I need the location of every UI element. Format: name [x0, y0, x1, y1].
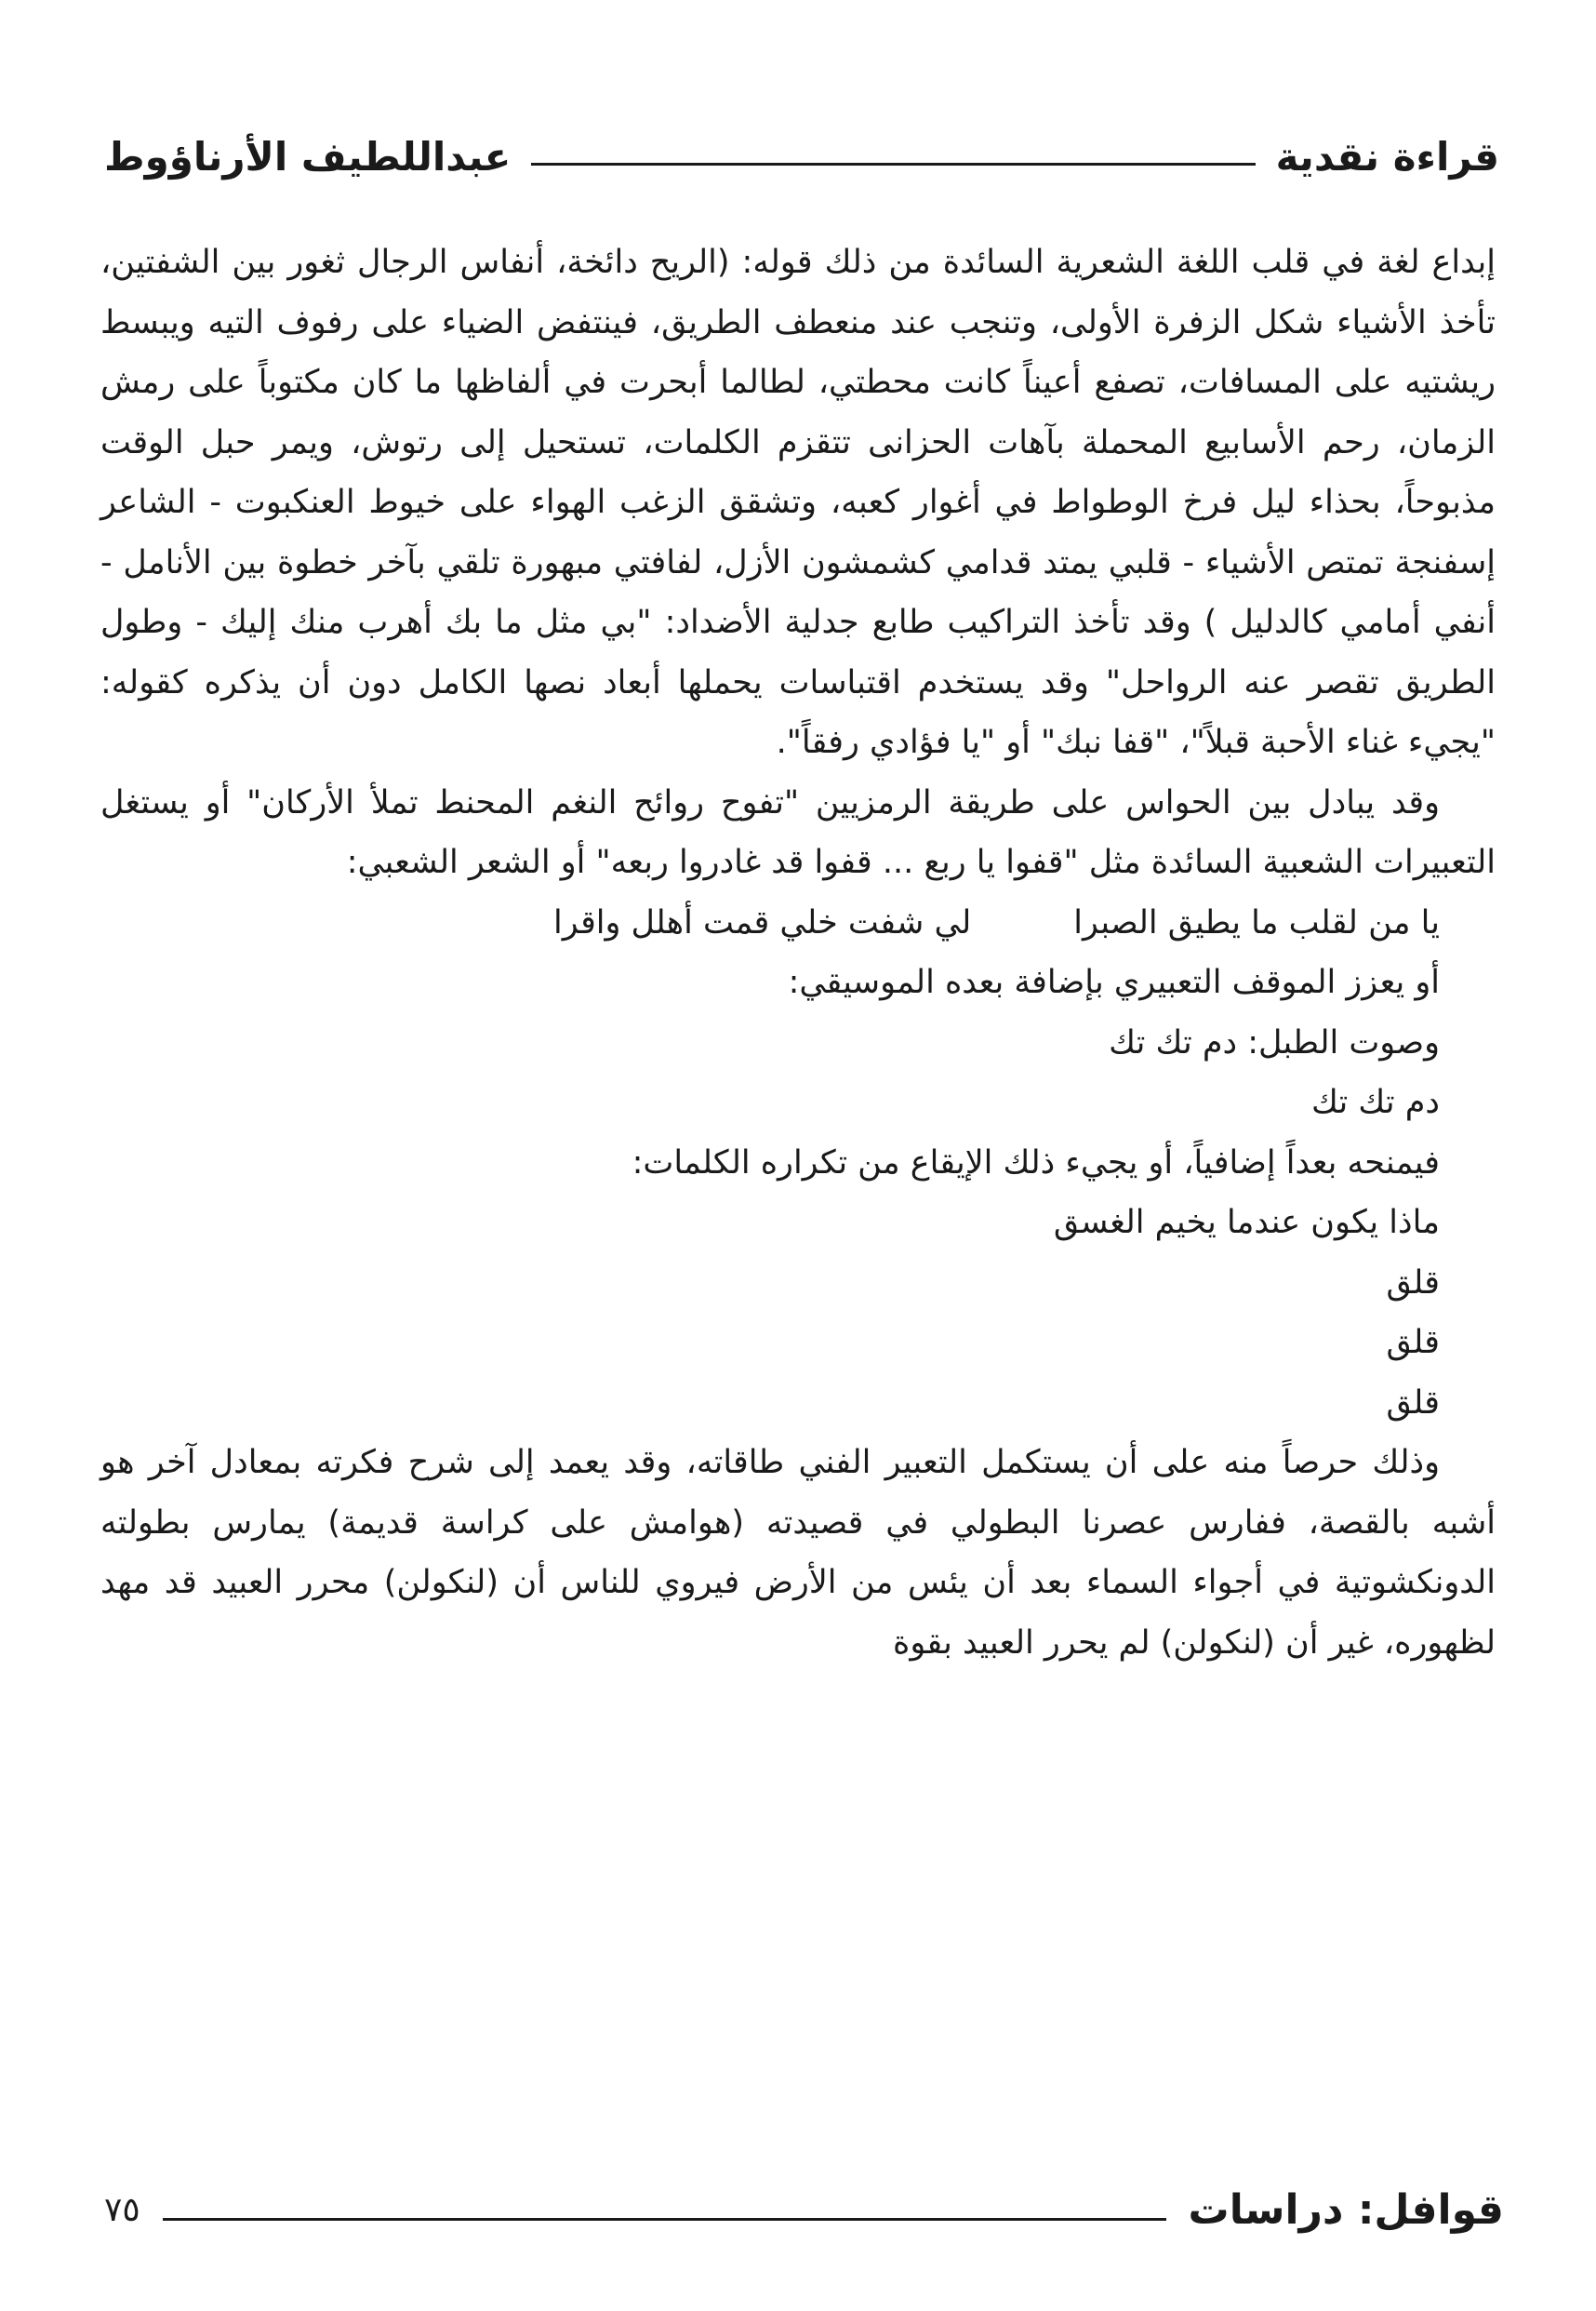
- repeated-word: قلق: [1386, 1383, 1440, 1422]
- verse-hemistich-2: لي شفت خلي قمت أهلل واقرا: [553, 903, 972, 942]
- folk-verse: [482, 893, 1440, 954]
- paragraph-1: إبداع لغة في قلب اللغة الشعرية السائدة من ذلك قوله: (الريح دائخة، أنفاس الرجال ثغور بين الشفتين، تأخذ الأشياء شكل الزفرة الأولى، وتنجب عند منعطف الطريق، فينتفض الضياء على رفوف التيه ويبسط ريشتيه على المسافات، تصفع أعيناً كانت محطتي، لطالما أبحرت في ألفاظها ما كان مكتوباً على رمش الزمان، رحم الأسابيع المحملة بآهات الحزانى تتقزم الكلمات، تستحيل إلى رتوش، ويمر حبل الوقت مذبوحاً، بحذاء ليل فرخ الوطواط في أغوار كعبه، وتشقق الزغب الهواء على خيوط العنكبوت - الشاعر إسفنجة تمتص الأشياء - قلبي يمتد قدامي كشمشون الأزل، لفافتي مبهورة تلقي بآخر خطوة بين الأنامل - أنفي أمامي كالدليل ) وقد تأخذ التراكيب طابع جدلية الأضداد: "بي مثل ما بك أهرب منك إليك - وطول الطريق تقصر عنه الرواحل" وقد يستخدم اقتباسات يحملها أبعاد نصها الكامل دون أن يذكره كقوله: "يجيء غناء الأحبة قبلاً"، "قفا نبك" أو "يا فؤادي رفقاً".: [100, 244, 1496, 761]
- line-rhythm: فيمنحه بعداً إضافياً، أو يجيء ذلك الإيقاع من تكراره الكلمات:: [632, 1143, 1440, 1182]
- repeated-word: قلق: [1386, 1324, 1440, 1361]
- page-footer: [104, 2177, 1504, 2242]
- line-drum-2: دم تك تك: [1311, 1084, 1440, 1121]
- page-number: ٧٥: [104, 2190, 140, 2229]
- line-dusk: ماذا يكون عندما يخيم الغسق: [1053, 1204, 1440, 1241]
- header-rule: [531, 163, 1255, 166]
- line-drum: وصوت الطبل: دم تك تك: [1109, 1023, 1440, 1062]
- page-header: [104, 119, 1499, 194]
- author-name: عبداللطيف الأرناؤوط: [104, 133, 512, 180]
- quoted-lines: [100, 893, 1496, 1434]
- paragraph-2: وقد يبادل بين الحواس على طريقة الرمزيين "تفوح روائح النغم المحنط تملأ الأركان" أو يستغل التعبيرات الشعبية السائدة مثل "قفوا يا ربع ... قفوا قد غادروا ربعه" أو الشعر الشعبي:: [100, 783, 1496, 881]
- line-music: أو يعزز الموقف التعبيري بإضافة بعده الموسيقي:: [788, 964, 1440, 1001]
- section-title: قراءة نقدية: [1275, 133, 1499, 180]
- paragraph-3: وذلك حرصاً منه على أن يستكمل التعبير الفني طاقاته، وقد يعمد إلى شرح فكرته بمعادل آخر هو أشبه بالقصة، ففارس عصرنا البطولي في قصيدته (هوامش على كراسة قديمة) يمارس بطولته الدونكشوتية في أجواء السماء بعد أن يئس من الأرض فيروي للناس أن (لنكولن) محرر العبيد قد مهد لظهوره، غير أن (لنكولن) لم يحرر العبيد بقوة: [100, 1444, 1496, 1662]
- journal-name: قوافل: دراسات: [1188, 2185, 1504, 2234]
- repeated-word: قلق: [1386, 1263, 1440, 1302]
- article-body: [100, 233, 1496, 1673]
- footer-rule: [163, 2218, 1166, 2221]
- verse-hemistich-1: يا من لقلب ما يطيق الصبرا: [1073, 903, 1440, 942]
